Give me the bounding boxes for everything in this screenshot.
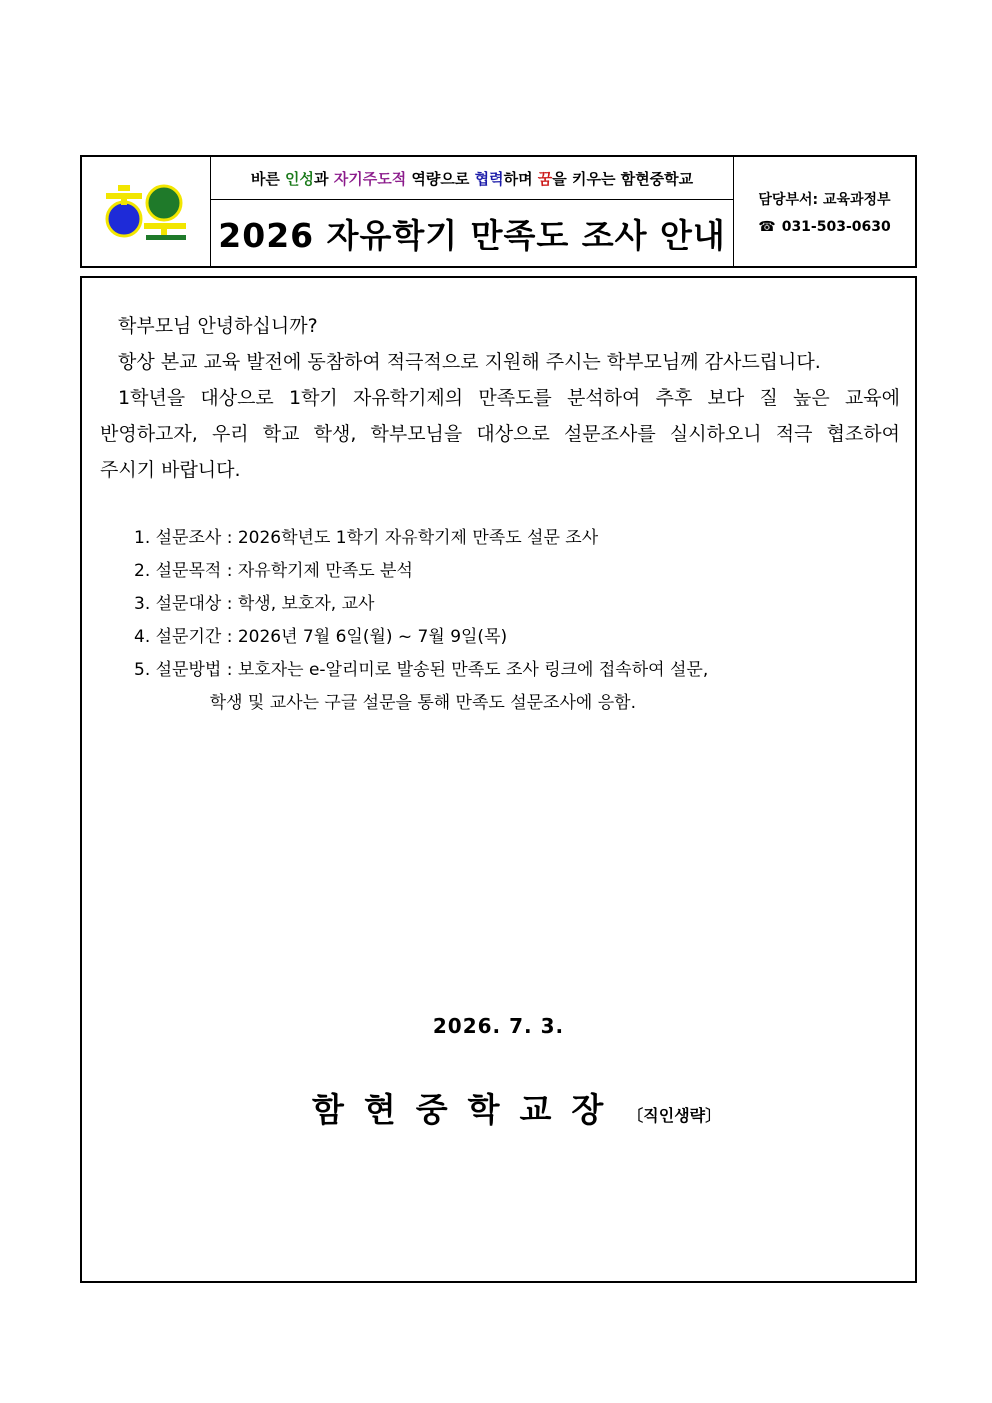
title-cell <box>211 157 734 266</box>
slogan-segment: 인성 <box>285 169 315 188</box>
signature-block <box>312 1084 721 1131</box>
survey-item: 4. 설문기간 : 2026년 7월 6일(월) ~ 7월 9일(목) <box>134 627 508 647</box>
survey-item: 학생 및 교사는 구글 설문을 통해 만족도 설문조사에 응함. <box>134 693 636 713</box>
slogan-segment: 과 <box>314 169 334 188</box>
slogan-segment: 을 키우는 함현중학교 <box>552 169 694 188</box>
survey-item: 3. 설문대상 : 학생, 보호자, 교사 <box>134 594 375 614</box>
slogan-segment: 역량으로 <box>406 169 475 188</box>
survey-item: 1. 설문조사 : 2026학년도 1학기 자유학기제 만족도 설문 조사 <box>134 528 599 548</box>
slogan-segment: 바른 <box>250 169 286 188</box>
department-label: 담당부서: 교육과정부 <box>758 191 891 208</box>
thanks-paragraph: 항상 본교 교육 발전에 동참하여 적극적으로 지원해 주시는 학부모님께 감사드립니다. <box>118 351 821 373</box>
phone-row <box>758 219 891 235</box>
slogan-segment: 협력 <box>474 169 504 188</box>
slogan-segment: 자기주도적 <box>333 169 407 188</box>
slogan-segment: 꿈 <box>537 169 553 188</box>
issue-date: 2026. 7. 3. <box>432 1014 565 1038</box>
telephone-icon: ☎ <box>758 218 776 235</box>
greeting: 학부모님 안녕하십니까? <box>118 315 318 337</box>
document-title: 2026 자유학기 만족도 조사 안내 <box>218 215 726 255</box>
survey-item: 2. 설문목적 : 자유학기제 만족도 분석 <box>134 561 413 581</box>
school-logo <box>102 179 188 249</box>
purpose-line-2: 반영하고자, 우리 학교 학생, 학부모님을 대상으로 설문조사를 실시하오니 적극 협조하여 <box>100 423 900 445</box>
slogan-segment: 하며 <box>503 169 538 188</box>
contact-cell <box>734 157 915 266</box>
logo-cell <box>82 157 211 266</box>
purpose-line-1: 1학년을 대상으로 1학기 자유학기제의 만족도를 분석하여 추후 보다 질 높은 교육에 <box>118 387 900 409</box>
phone-number: 031-503-0630 <box>781 218 891 235</box>
seal-omitted-note: 〔직인생략〕 <box>627 1106 722 1125</box>
signatory-name: 함현중학교장 <box>312 1090 624 1129</box>
survey-item: 5. 설문방법 : 보호자는 e-알리미로 발송된 만족도 조사 링크에 접속하여 설문, <box>134 660 709 680</box>
letter-body <box>80 276 917 1283</box>
purpose-line-3: 주시기 바랍니다. <box>100 459 241 481</box>
document-header <box>80 155 917 268</box>
school-slogan <box>211 157 733 200</box>
